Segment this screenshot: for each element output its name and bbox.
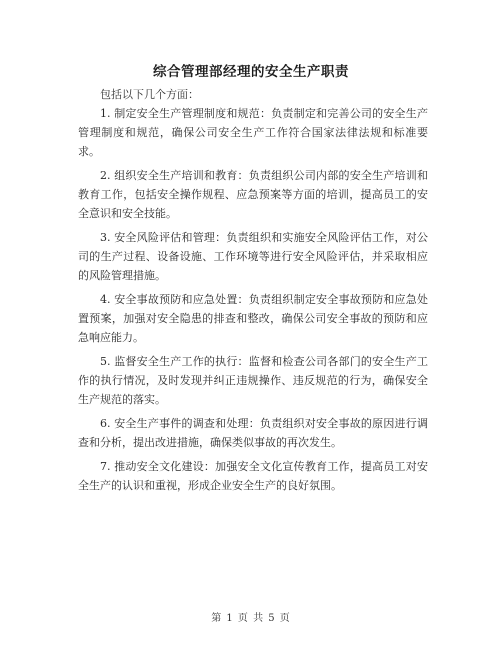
paragraph-7: 7. 推动安全文化建设：加强安全文化宣传教育工作，提高员工对安全生产的认识和重视，形成企业安全生产的良好氛围。 xyxy=(78,460,428,492)
paragraph-4: 4. 安全事故预防和应急处置：负责组织制定安全事故预防和应急处置预案，加强对安全隐患的排查和整改，确保公司安全事故的预防和应急响应能力。 xyxy=(78,293,428,344)
document-body xyxy=(78,104,428,500)
page-number-footer: 第 1 页 共 5 页 xyxy=(211,613,291,624)
paragraph-1: 1. 制定安全生产管理制度和规范：负责制定和完善公司的安全生产管理制度和规范，确保公司安全生产工作符合国家法律法规和标准要求。 xyxy=(78,107,428,158)
paragraph-6: 6. 安全生产事件的调查和处理：负责组织对安全事故的原因进行调查和分析，提出改进措施，确保类似事故的再次发生。 xyxy=(78,417,428,449)
paragraph-3: 3. 安全风险评估和管理：负责组织和实施安全风险评估工作，对公司的生产过程、设备设施、工作环境等进行安全风险评估，并采取相应的风险管理措施。 xyxy=(78,231,428,282)
intro-text: 包括以下几个方面： xyxy=(100,88,199,101)
page-title: 综合管理部经理的安全生产职责 xyxy=(153,64,349,80)
paragraph-5: 5. 监督安全生产工作的执行：监督和检查公司各部门的安全生产工作的执行情况，及时发现并纠正违规操作、违反规范的行为，确保安全生产规范的落实。 xyxy=(78,355,428,406)
paragraph-2: 2. 组织安全生产培训和教育：负责组织公司内部的安全生产培训和教育工作，包括安全操作规程、应急预案等方面的培训，提高员工的安全意识和安全技能。 xyxy=(78,169,428,220)
